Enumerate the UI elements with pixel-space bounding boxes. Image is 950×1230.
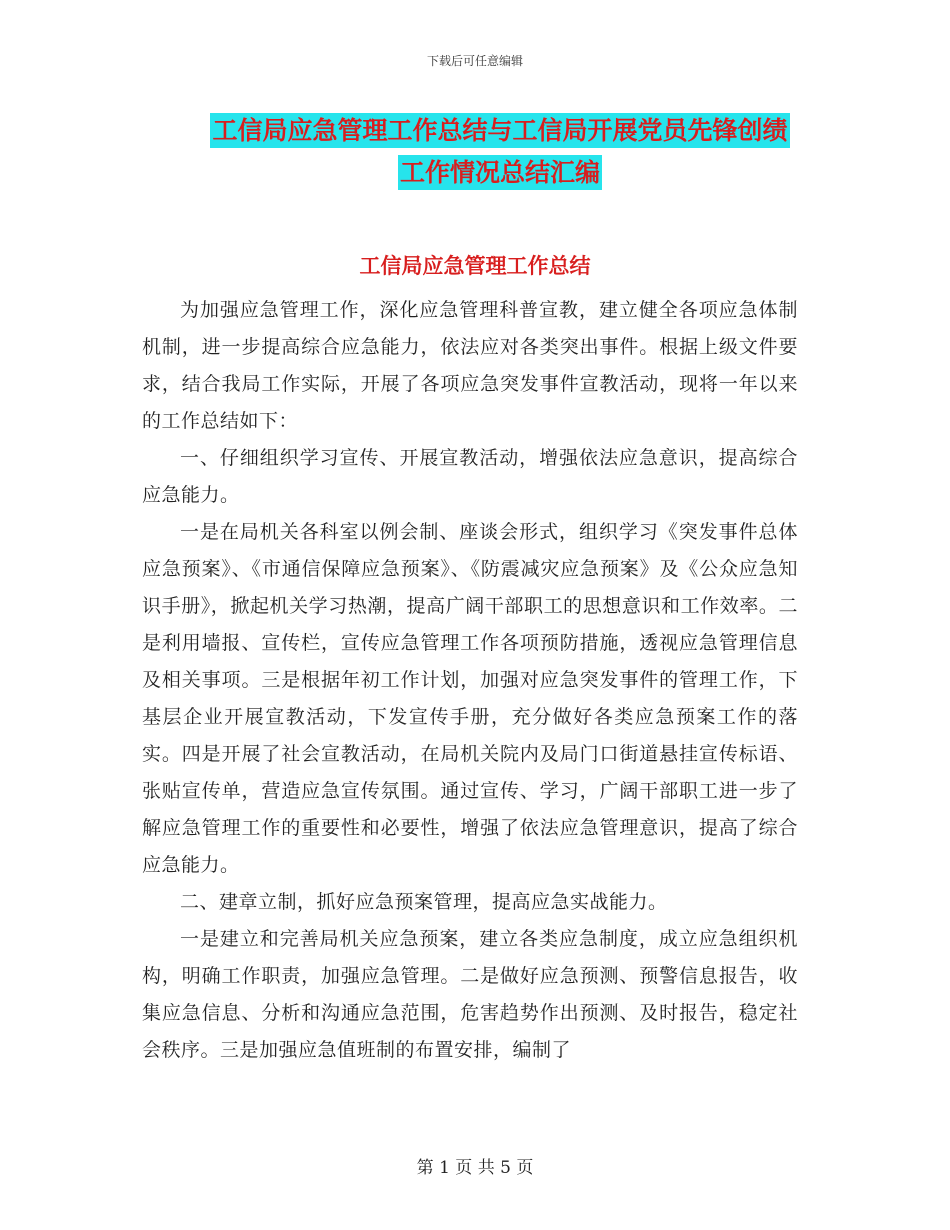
document-title-line2: 工作情况总结汇编 (398, 155, 602, 190)
document-body (142, 292, 798, 1069)
paragraph: 一是在局机关各科室以例会制、座谈会形式，组织学习《突发事件总体应急预案》、《市通信保障应急预案》、《防震减灾应急预案》及《公众应急知识手册》，掀起机关学习热潮，提高广阔干部职工的思想意识和工作效率。二是利用墙报、宣传栏，宣传应急管理工作各项预防措施，透视应急管理信息及相关事项。三是根据年初工作计划，加强对应急突发事件的管理工作，下基层企业开展宣教活动，下发宣传手册，充分做好各类应急预案工作的落实。四是开展了社会宣教活动，在局机关院内及局门口街道悬挂宣传标语、张贴宣传单，营造应急宣传氛围。通过宣传、学习，广阔干部职工进一步了解应急管理工作的重要性和必要性，增强了依法应急管理意识，提高了综合应急能力。 (142, 521, 798, 876)
paragraph: 为加强应急管理工作，深化应急管理科普宣教，建立健全各项应急体制机制，进一步提高综合应急能力，依法应对各类突出事件。根据上级文件要求，结合我局工作实际，开展了各项应急突发事件宣教活动，现将一年以来的工作总结如下： (142, 299, 798, 432)
document-title (150, 110, 850, 194)
paragraph: 二、建章立制，抓好应急预案管理，提高应急实战能力。 (180, 891, 668, 913)
paragraph: 一、仔细组织学习宣传、开展宣教活动，增强依法应急意识，提高综合应急能力。 (142, 447, 798, 506)
section-title: 工信局应急管理工作总结 (359, 254, 591, 278)
document-title-line1: 工信局应急管理工作总结与工信局开展党员先锋创绩 (210, 113, 789, 148)
page-header-note: 下载后可任意编辑 (426, 54, 523, 68)
paragraph: 一是建立和完善局机关应急预案，建立各类应急制度，成立应急组织机构，明确工作职责，加强应急管理。二是做好应急预测、预警信息报告，收集应急信息、分析和沟通应急范围，危害趋势作出预测、及时报告，稳定社会秩序。三是加强应急值班制的布置安排，编制了 (142, 928, 798, 1061)
page-number: 第 1 页 共 5 页 (416, 1158, 534, 1178)
